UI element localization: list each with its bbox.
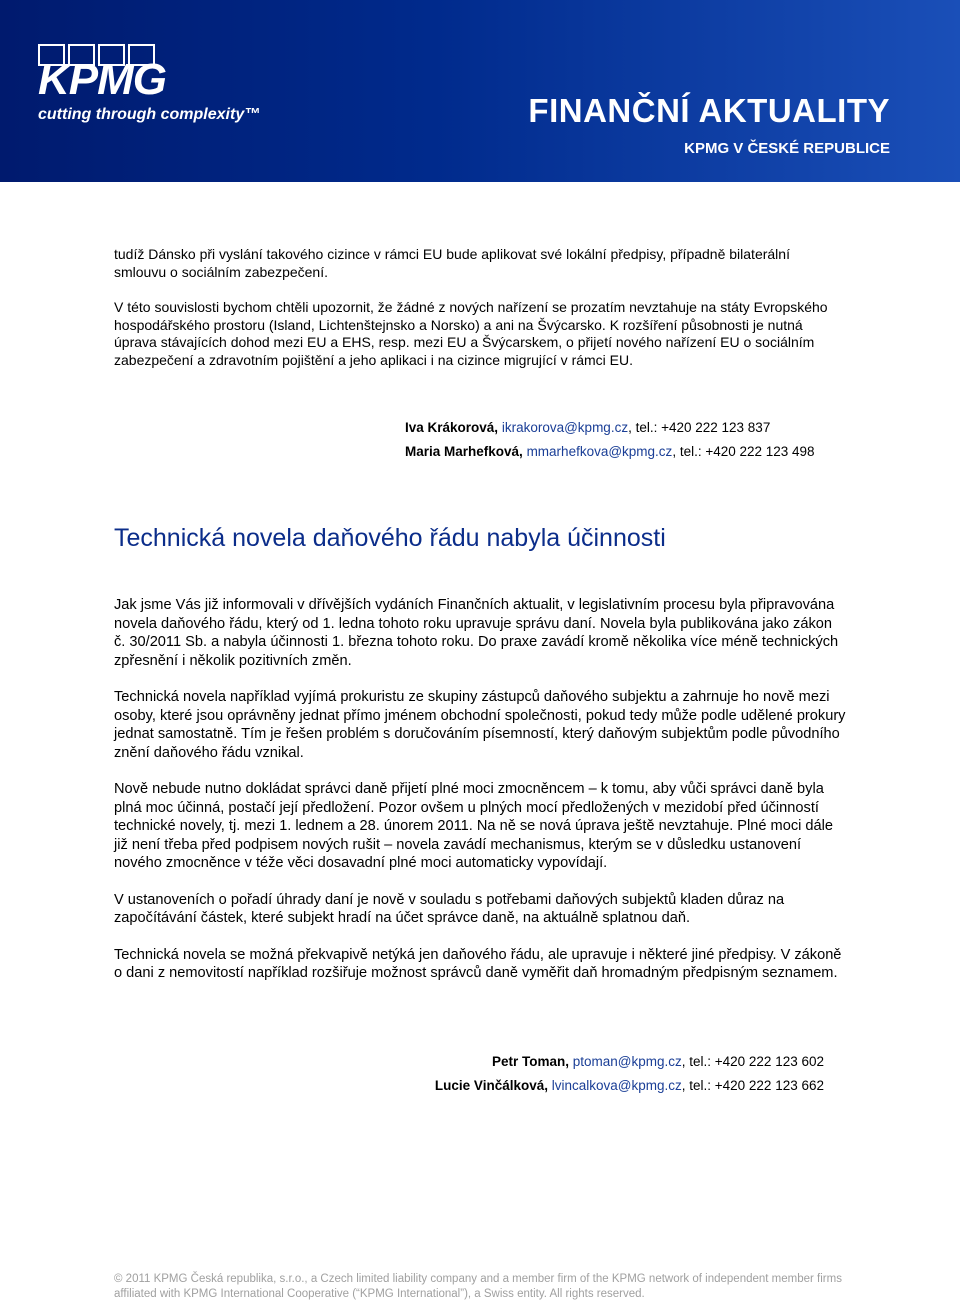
body-paragraph: Technická novela se možná překvapivě netýká jen daňového řádu, ale upravuje i některé jiné předpisy. V zákoně o dani z nemovitostí například rozšiřuje možnost správců daně vyměřit daň hromadným předpisným seznamem.: [114, 946, 842, 981]
body-paragraph: Nově nebude nutno dokládat správci daně přijetí plné moci zmocněncem – k tomu, aby vůči správci daně byla plná moc účinná, postačí její předložení. Pozor ovšem u plných mocí předložených v mezidobí před účinností technické novely, tj. mezi 1. lednem a 28. únorem 2011. Na ně se nová úprava ještě nevztahuje. Plné moci dále již není třeba před podpisem nových rušit – novela zavádí mechanismus, kterým se v důsledku ustanovení nového zmocněnce v téže věci dosavadní plné moci automaticky vypovídají.: [114, 781, 834, 871]
contact-line: [405, 440, 815, 464]
section-heading: Technická novela daňového řádu nabyla účinnosti: [114, 524, 666, 552]
contact-phone: , tel.: +420 222 123 602: [681, 1054, 824, 1069]
contact-email-link[interactable]: ptoman@kpmg.cz: [572, 1054, 682, 1069]
contact-line: [405, 416, 815, 440]
contact-name: Lucie Vinčálková,: [434, 1078, 548, 1093]
contact-email-link[interactable]: lvincalkova@kpmg.cz: [551, 1078, 682, 1093]
body-paragraph: Jak jsme Vás již informovali v dřívějších vydáních Finančních aktualit, v legislativním procesu byla připravována novela daňového řádu, který od 1. ledna tohoto roku upravuje správu daní. Novela byla publikována jako zákon č. 30/2011 Sb. a nabyla účinnosti 1. března tohoto roku. Do praxe zavádí kromě několika více méně technických zpřesnění i několik pozitivních změn.: [114, 597, 839, 669]
contact-phone: , tel.: +420 222 123 837: [628, 420, 771, 435]
body-paragraph: Technická novela například vyjímá prokuristu ze skupiny zástupců daňového subjektu a zahrnuje ho nově mezi osoby, které jsou oprávněny jednat přímo jménem obchodní společnosti, pokud tedy může podle udělené prokury jednat samostatně. Tím je řešen problém s doručováním písemností, který daňovým subjektům podle původního znění daňového řádu vznikal.: [114, 689, 846, 761]
contact-line: [435, 1074, 824, 1098]
kpmg-logo: [38, 44, 261, 123]
contact-email-link[interactable]: ikrakorova@kpmg.cz: [501, 420, 629, 435]
intro-text: [114, 246, 844, 369]
logo-tagline: cutting through complexity™: [38, 106, 261, 123]
logo-wordmark: KPMG: [38, 55, 166, 104]
section-body: [114, 596, 846, 983]
contacts-block-2: [435, 1050, 824, 1098]
header-banner: [0, 0, 960, 182]
publication-title: FINANČNÍ AKTUALITY: [528, 92, 890, 129]
publication-subtitle: KPMG V ČESKÉ REPUBLICE: [684, 140, 890, 157]
contact-name: Maria Marhefková,: [405, 444, 523, 459]
body-paragraph: V ustanoveních o pořadí úhrady daní je nově v souladu s potřebami daňových subjektů kladen důraz na započítávání částek, které subjekt hradí na účet správce daně, na aktuálně splatnou daň.: [114, 891, 785, 926]
intro-paragraph: tudíž Dánsko při vyslání takového cizince v rámci EU bude aplikovat své lokální předpisy, případně bilaterální smlouvu o sociálním zabezpečení.: [114, 246, 790, 280]
copyright-footer: © 2011 KPMG Česká republika, s.r.o., a Czech limited liability company and a member firm of the KPMG network of independent member firms affiliated with KPMG International Cooperative (“KPMG International”), a Swiss entity. All rights reserved.: [114, 1273, 842, 1300]
contact-name: Petr Toman,: [491, 1054, 569, 1069]
contact-line: [435, 1050, 824, 1074]
contact-phone: , tel.: +420 222 123 662: [681, 1078, 824, 1093]
contact-name: Iva Krákorová,: [405, 420, 499, 435]
contact-email-link[interactable]: mmarhefkova@kpmg.cz: [526, 444, 673, 459]
contacts-block-1: [405, 416, 815, 464]
contact-phone: , tel.: +420 222 123 498: [672, 444, 815, 459]
intro-paragraph: V této souvislosti bychom chtěli upozornit, že žádné z nových nařízení se prozatím nevztahuje na státy Evropského hospodářského prostoru (Island, Lichtenštejnsko a Norsko) a ani na Švýcarsko. K rozšíření působnosti je nutná úprava stávajících dohod mezi EU a EHS, resp. mezi EU a Švýcarskem, o přijetí nového nařízení EU o sociálním zabezpečení a zdravotním pojištění a jeho aplikaci i na cizince migrující v rámci EU.: [114, 299, 828, 368]
